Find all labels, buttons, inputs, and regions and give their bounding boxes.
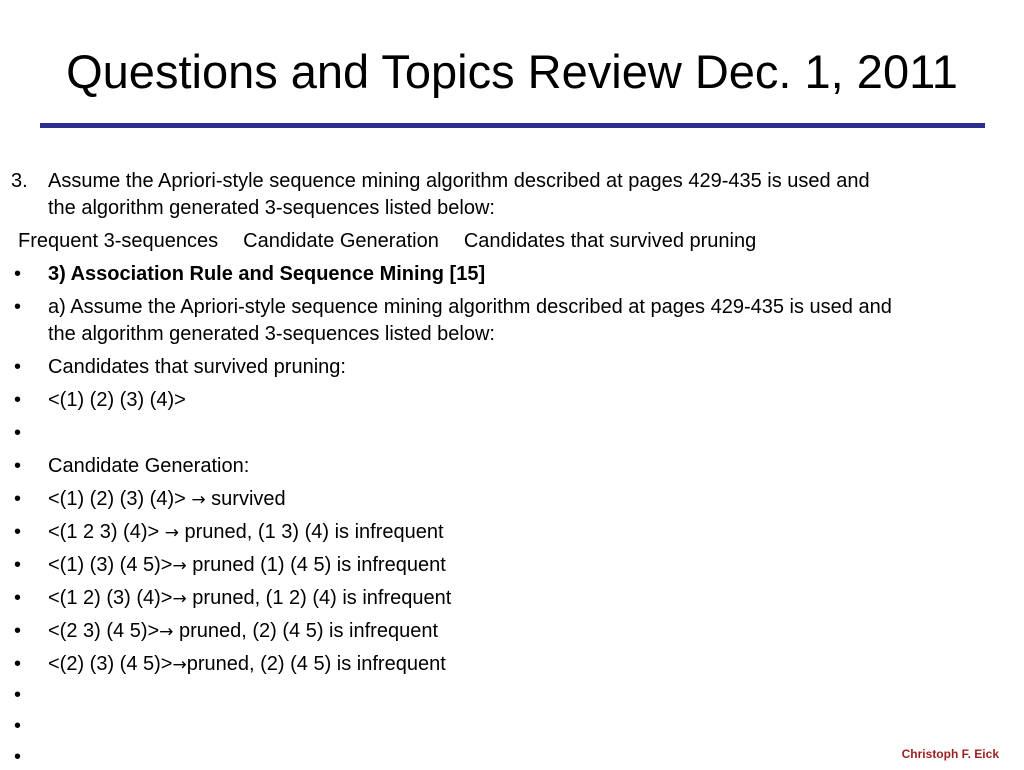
candidate-result: pruned, (1 3) (4) is infrequent — [178, 521, 444, 543]
column-candidates-survived: Candidates that survived pruning — [463, 230, 757, 252]
arrow-right-icon: → — [164, 523, 179, 543]
bullet-dot: • — [14, 422, 22, 444]
candidate-result: pruned, (1 2) (4) is infrequent — [186, 587, 452, 609]
candidate-sequence: <(2 3) (4 5)> — [48, 620, 160, 642]
part-a-line-2: the algorithm generated 3-sequences listed below: — [48, 323, 495, 345]
arrow-right-icon: → — [191, 490, 206, 510]
candidate-sequence: <(1 2 3) (4)> — [48, 521, 165, 543]
bullet-dot: • — [14, 587, 22, 609]
generation-label: Candidate Generation: — [48, 455, 250, 477]
bullet-dot: • — [14, 715, 22, 737]
candidate-result: pruned, (2) (4 5) is infrequent — [173, 620, 439, 642]
bullet-dot: • — [14, 684, 22, 706]
candidate-sequence: <(2) (3) (4 5)> — [48, 653, 173, 675]
question-text-line-2: the algorithm generated 3-sequences listed below: — [48, 197, 495, 219]
bullet-dot: • — [14, 620, 22, 642]
bullet-dot: • — [14, 554, 22, 576]
bullet-dot: • — [14, 263, 22, 285]
candidate-sequence: <(1 2) (3) (4)> — [48, 587, 173, 609]
bullet-dot: • — [14, 296, 22, 318]
bullet-dot: • — [14, 455, 22, 477]
arrow-right-icon: → — [172, 556, 187, 576]
slide-title: Questions and Topics Review Dec. 1, 2011 — [66, 45, 958, 98]
survived-label: Candidates that survived pruning: — [48, 356, 346, 378]
bullet-dot: • — [14, 746, 22, 768]
question-text-line-1: Assume the Apriori-style sequence mining algorithm described at pages 429-435 is used and — [48, 170, 870, 192]
bullet-dot: • — [14, 521, 22, 543]
column-frequent-3-sequences: Frequent 3-sequences — [18, 230, 219, 252]
bullet-dot: • — [14, 488, 22, 510]
section-heading: 3) Association Rule and Sequence Mining [15] — [48, 263, 486, 285]
bullet-dot: • — [14, 653, 22, 675]
survived-sequence: <(1) (2) (3) (4)> — [48, 389, 186, 411]
part-a-line-1: a) Assume the Apriori-style sequence mining algorithm described at pages 429-435 is used and — [48, 296, 892, 318]
question-number: 3. — [11, 170, 28, 192]
author-footer: Christoph F. Eick — [901, 747, 999, 761]
arrow-right-icon: → — [159, 622, 174, 642]
candidate-result: pruned, (2) (4 5) is infrequent — [186, 653, 446, 675]
candidate-sequence: <(1) (2) (3) (4)> — [48, 488, 192, 510]
candidate-sequence: <(1) (3) (4 5)> — [48, 554, 173, 576]
candidate-result: pruned (1) (4 5) is infrequent — [186, 554, 446, 576]
bullet-dot: • — [14, 356, 22, 378]
arrow-right-icon: → — [172, 589, 187, 609]
candidate-result: survived — [205, 488, 286, 510]
arrow-right-icon: → — [172, 655, 187, 675]
bullet-dot: • — [14, 389, 22, 411]
column-candidate-generation: Candidate Generation — [243, 230, 439, 252]
